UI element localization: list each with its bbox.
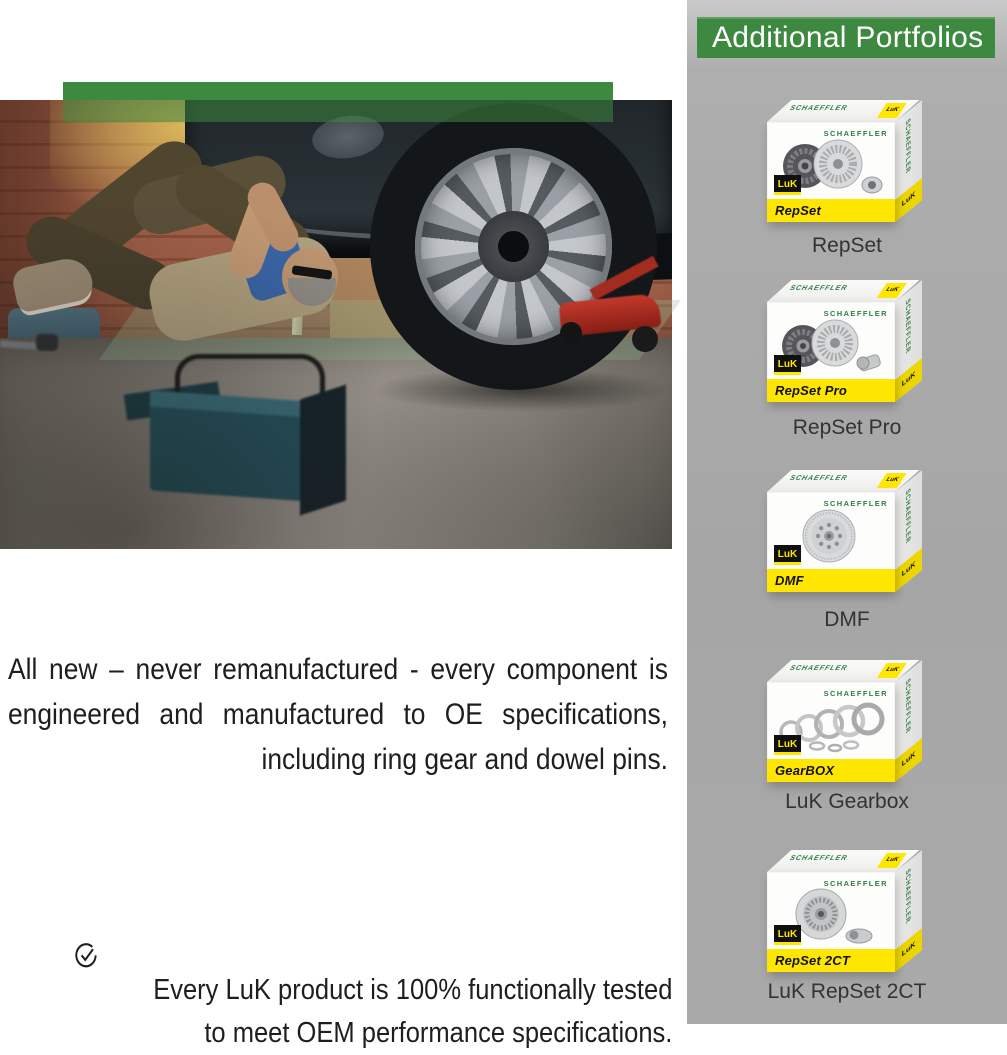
footnote-line: to meet OEM performance specifications. (204, 1017, 673, 1049)
luk-logo: LuK (774, 735, 801, 755)
box-side-face (895, 100, 922, 222)
garage-photo (0, 100, 672, 549)
box-top-face (767, 850, 919, 872)
box-front-face (767, 682, 895, 782)
product-box-repset-pro (765, 272, 935, 412)
product-caption: DMF (824, 608, 870, 631)
luk-logo: LuK (774, 545, 801, 565)
product-caption: LuK RepSet 2CT (767, 980, 927, 1003)
brand-text: SCHAEFFLER (823, 879, 888, 888)
product-band-label: GearBOX (775, 763, 835, 778)
box-top-face (767, 100, 919, 122)
box-top-face (767, 470, 919, 492)
footnote-text: Every LuK product is 100% functionally tested (153, 974, 673, 1006)
luk-logo: LuK (774, 925, 801, 945)
box-top-face (767, 660, 919, 682)
brand-text: SCHAEFFLER (823, 689, 888, 698)
footnote-line (74, 942, 672, 1012)
luk-logo: LuK (877, 283, 907, 298)
brand-text: SCHAEFFLER (823, 499, 888, 508)
box-side-face (895, 280, 922, 402)
lead-paragraph (8, 647, 668, 782)
brand-text: SCHAEFFLER (904, 297, 911, 357)
luk-logo: LuK (895, 178, 922, 222)
sidebar-title: Additional Portfolios (697, 17, 995, 58)
luk-logo: LuK (895, 358, 922, 402)
product-band (767, 569, 895, 592)
box-side-face (895, 470, 922, 592)
product-band (767, 379, 895, 402)
brand-text: SCHAEFFLER (788, 475, 849, 482)
product-band (767, 199, 895, 222)
box-front-face (767, 872, 895, 972)
product-band-label: DMF (775, 573, 804, 588)
green-banner (63, 82, 613, 122)
box-side-face (895, 850, 922, 972)
product-box-dmf (765, 462, 935, 602)
brand-text: SCHAEFFLER (904, 117, 911, 177)
product-caption: RepSet Pro (792, 416, 902, 439)
product-box-gearbox (765, 652, 935, 792)
luk-logo: LuK (774, 175, 801, 195)
product-caption: RepSet (811, 234, 883, 257)
box-front-face (767, 302, 895, 402)
luk-logo: LuK (877, 473, 907, 488)
product-band-label: RepSet Pro (775, 383, 848, 398)
photo-vignette (0, 100, 672, 549)
brand-text: SCHAEFFLER (788, 105, 849, 112)
luk-logo: LuK (895, 548, 922, 592)
footnote (74, 942, 672, 1055)
box-side-face (895, 660, 922, 782)
brand-text: SCHAEFFLER (904, 487, 911, 547)
brand-text: SCHAEFFLER (904, 867, 911, 927)
product-band-label: RepSet 2CT (775, 953, 850, 968)
luk-logo: LuK (895, 738, 922, 782)
brand-text: SCHAEFFLER (788, 855, 849, 862)
luk-logo: LuK (877, 103, 907, 118)
brand-text: SCHAEFFLER (788, 285, 849, 292)
product-box-repset (765, 92, 935, 232)
lead-line: including ring gear and dowel pins. (261, 743, 668, 776)
lead-line: All new – never remanufactured - every component is (8, 653, 668, 686)
product-box-repset-2ct (765, 842, 935, 982)
box-top-face (767, 280, 919, 302)
product-band-label: RepSet (775, 203, 821, 218)
luk-logo: LuK (774, 355, 801, 375)
luk-logo: LuK (895, 928, 922, 972)
lead-line: engineered and manufactured to OE specifications, (8, 698, 668, 731)
brand-text: SCHAEFFLER (904, 677, 911, 737)
brand-text: SCHAEFFLER (788, 665, 849, 672)
check-circle-icon (74, 942, 98, 969)
luk-logo: LuK (877, 853, 907, 868)
brand-text: SCHAEFFLER (823, 309, 888, 318)
brand-text: SCHAEFFLER (823, 129, 888, 138)
product-band (767, 759, 895, 782)
product-caption: LuK Gearbox (785, 790, 909, 813)
product-band (767, 949, 895, 972)
additional-portfolios-sidebar (687, 0, 1007, 1024)
box-front-face (767, 492, 895, 592)
luk-logo: LuK (877, 663, 907, 678)
box-front-face (767, 122, 895, 222)
